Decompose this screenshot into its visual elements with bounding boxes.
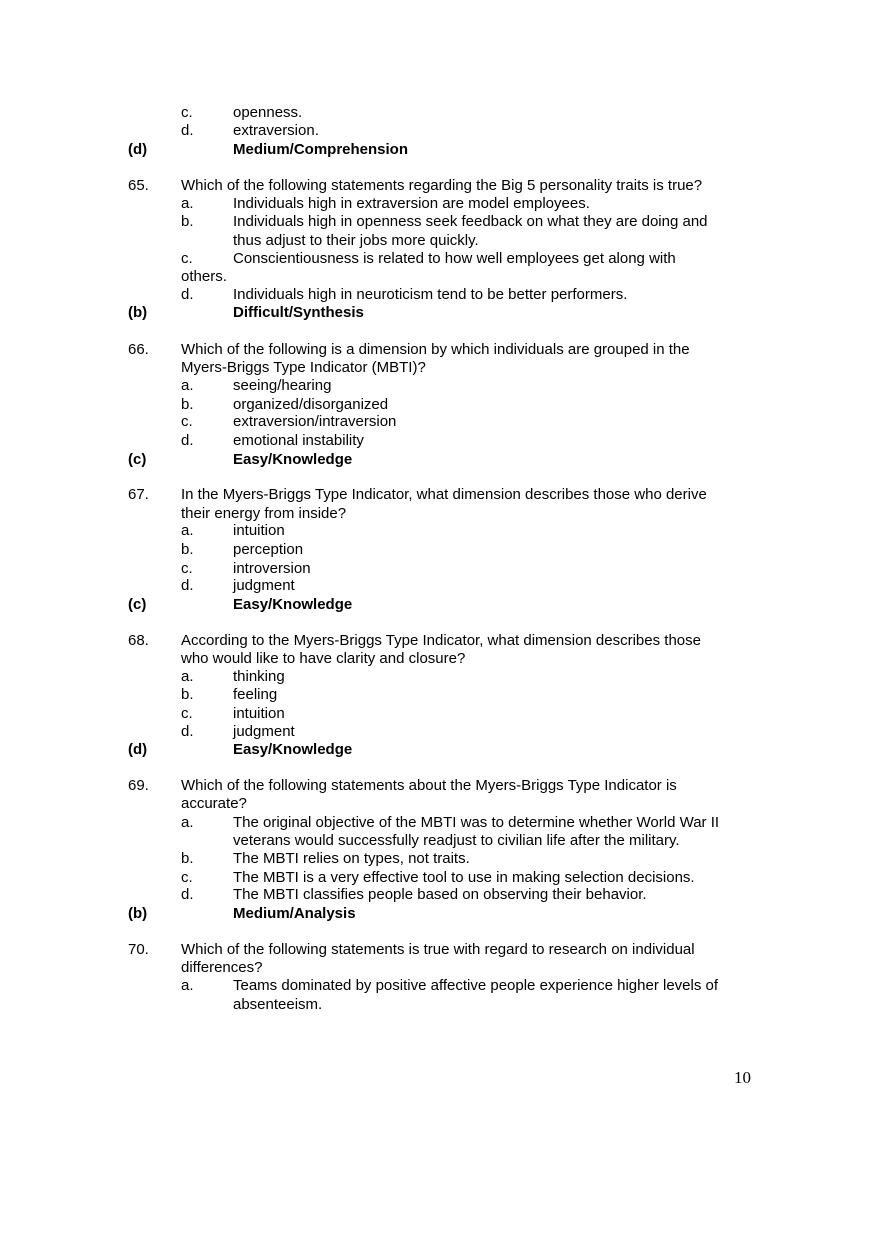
question-text: Which of the following statements about the Myers-Briggs Type Indicator is [181,777,677,794]
difficulty-level: Difficult/Synthesis [233,304,364,321]
option-letter: a. [181,668,194,685]
option-letter: d. [181,122,194,139]
option-text: introversion [233,560,311,577]
option-text: Conscientiousness is related to how well employees get along with [233,250,676,267]
question-number: 65. [128,177,149,194]
question-text: In the Myers-Briggs Type Indicator, what dimension describes those who derive [181,486,707,503]
option-letter: c. [181,560,193,577]
answer-key: (b) [128,304,148,321]
option-text: The original objective of the MBTI was to determine whether World War II [233,814,720,831]
answer-key: (d) [128,141,148,158]
option-text: extraversion. [233,122,319,139]
page-number: 10 [734,1068,751,1087]
question-number: 67. [128,486,149,503]
option-text-continued: thus adjust to their jobs more quickly. [233,232,479,249]
answer-key: (c) [128,596,147,613]
option-text-continued: others. [181,268,227,285]
option-letter: c. [181,250,193,267]
difficulty-level: Easy/Knowledge [233,741,353,758]
option-text: openness. [233,104,303,121]
option-letter: a. [181,195,194,212]
option-text: intuition [233,705,285,722]
option-letter: c. [181,104,193,121]
option-letter: c. [181,413,193,430]
option-text: organized/disorganized [233,396,389,413]
question-number: 68. [128,632,149,649]
option-letter: b. [181,396,194,413]
option-letter: b. [181,213,194,230]
option-letter: b. [181,850,194,867]
option-text: The MBTI classifies people based on observing their behavior. [233,886,647,903]
option-text: Individuals high in extraversion are model employees. [233,195,590,212]
answer-key: (c) [128,451,147,468]
question-text-continued: differences? [181,959,263,976]
question-text-continued: Myers-Briggs Type Indicator (MBTI)? [181,359,426,376]
option-letter: a. [181,377,194,394]
option-letter: c. [181,705,193,722]
option-letter: d. [181,286,194,303]
option-text: Individuals high in openness seek feedback on what they are doing and [233,213,708,230]
option-text: judgment [233,723,295,740]
option-text: extraversion/intraversion [233,413,397,430]
option-text: feeling [233,686,278,703]
option-letter: a. [181,814,194,831]
option-letter: d. [181,886,194,903]
difficulty-level: Medium/Comprehension [233,141,409,158]
question-number: 69. [128,777,149,794]
option-letter: d. [181,577,194,594]
option-text: emotional instability [233,432,364,449]
question-number: 66. [128,341,149,358]
option-letter: c. [181,869,193,886]
difficulty-level: Easy/Knowledge [233,451,353,468]
option-letter: d. [181,723,194,740]
question-text: Which of the following statements is true with regard to research on individual [181,941,695,958]
option-letter: b. [181,541,194,558]
answer-key: (d) [128,741,148,758]
question-text: According to the Myers-Briggs Type Indicator, what dimension describes those [181,632,701,649]
question-text-continued: their energy from inside? [181,505,347,522]
option-letter: d. [181,432,194,449]
question-text-continued: accurate? [181,795,247,812]
option-text: Teams dominated by positive affective people experience higher levels of [233,977,719,994]
option-text: judgment [233,577,295,594]
option-text: intuition [233,522,285,539]
answer-key: (b) [128,905,148,922]
question-text-continued: who would like to have clarity and closure? [181,650,466,667]
option-text: seeing/hearing [233,377,332,394]
option-text: The MBTI relies on types, not traits. [233,850,470,867]
difficulty-level: Medium/Analysis [233,905,356,922]
option-letter: a. [181,522,194,539]
option-letter: a. [181,977,194,994]
option-text: thinking [233,668,285,685]
option-text-continued: absenteeism. [233,996,323,1013]
difficulty-level: Easy/Knowledge [233,596,353,613]
question-text: Which of the following statements regarding the Big 5 personality traits is true? [181,177,703,194]
option-letter: b. [181,686,194,703]
option-text: perception [233,541,304,558]
option-text-continued: veterans would successfully readjust to civilian life after the military. [233,832,680,849]
option-text: Individuals high in neuroticism tend to be better performers. [233,286,628,303]
question-text: Which of the following is a dimension by which individuals are grouped in the [181,341,690,358]
question-number: 70. [128,941,149,958]
option-text: The MBTI is a very effective tool to use in making selection decisions. [233,869,695,886]
